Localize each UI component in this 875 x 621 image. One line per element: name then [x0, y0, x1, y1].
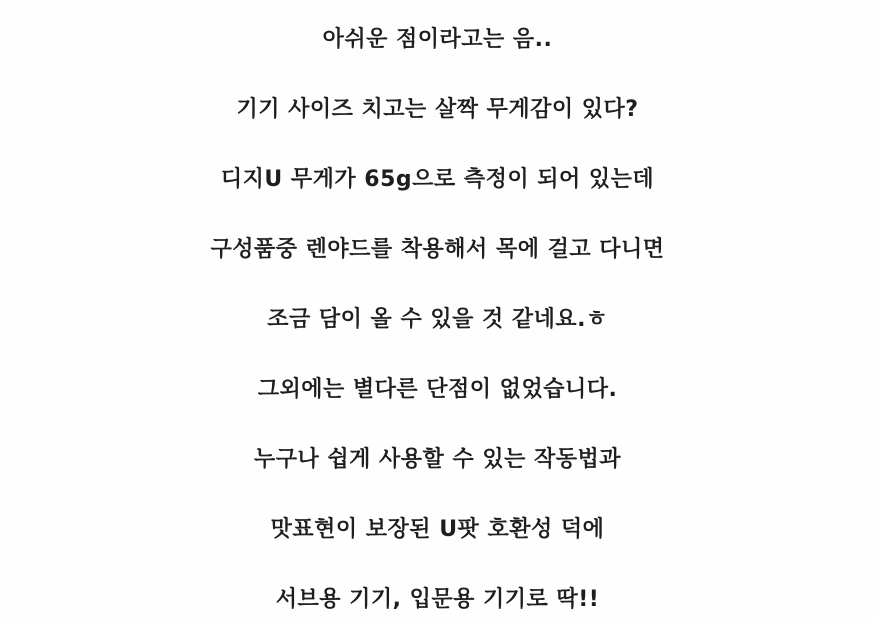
- text-line: 누구나 쉽게 사용할 수 있는 작동법과: [253, 446, 622, 472]
- text-line: 아쉬운 점이라고는 음..: [322, 27, 553, 53]
- text-line: 구성품중 렌야드를 착용해서 목에 걸고 다니면: [210, 237, 665, 263]
- text-line: 서브용 기기, 입문용 기기로 딱!!: [275, 586, 600, 612]
- text-line: 디지U 무게가 65g으로 측정이 되어 있는데: [220, 167, 655, 193]
- text-line: 조금 담이 올 수 있을 것 같네요.ㅎ: [267, 307, 608, 332]
- text-line: 맛표현이 보장된 U팟 호환성 덕에: [270, 516, 605, 542]
- review-text-block: [0, 14, 875, 621]
- text-line: 그외에는 별다른 단점이 없었습니다.: [257, 376, 618, 402]
- text-line: 기기 사이즈 치고는 살짝 무게감이 있다?: [236, 97, 639, 123]
